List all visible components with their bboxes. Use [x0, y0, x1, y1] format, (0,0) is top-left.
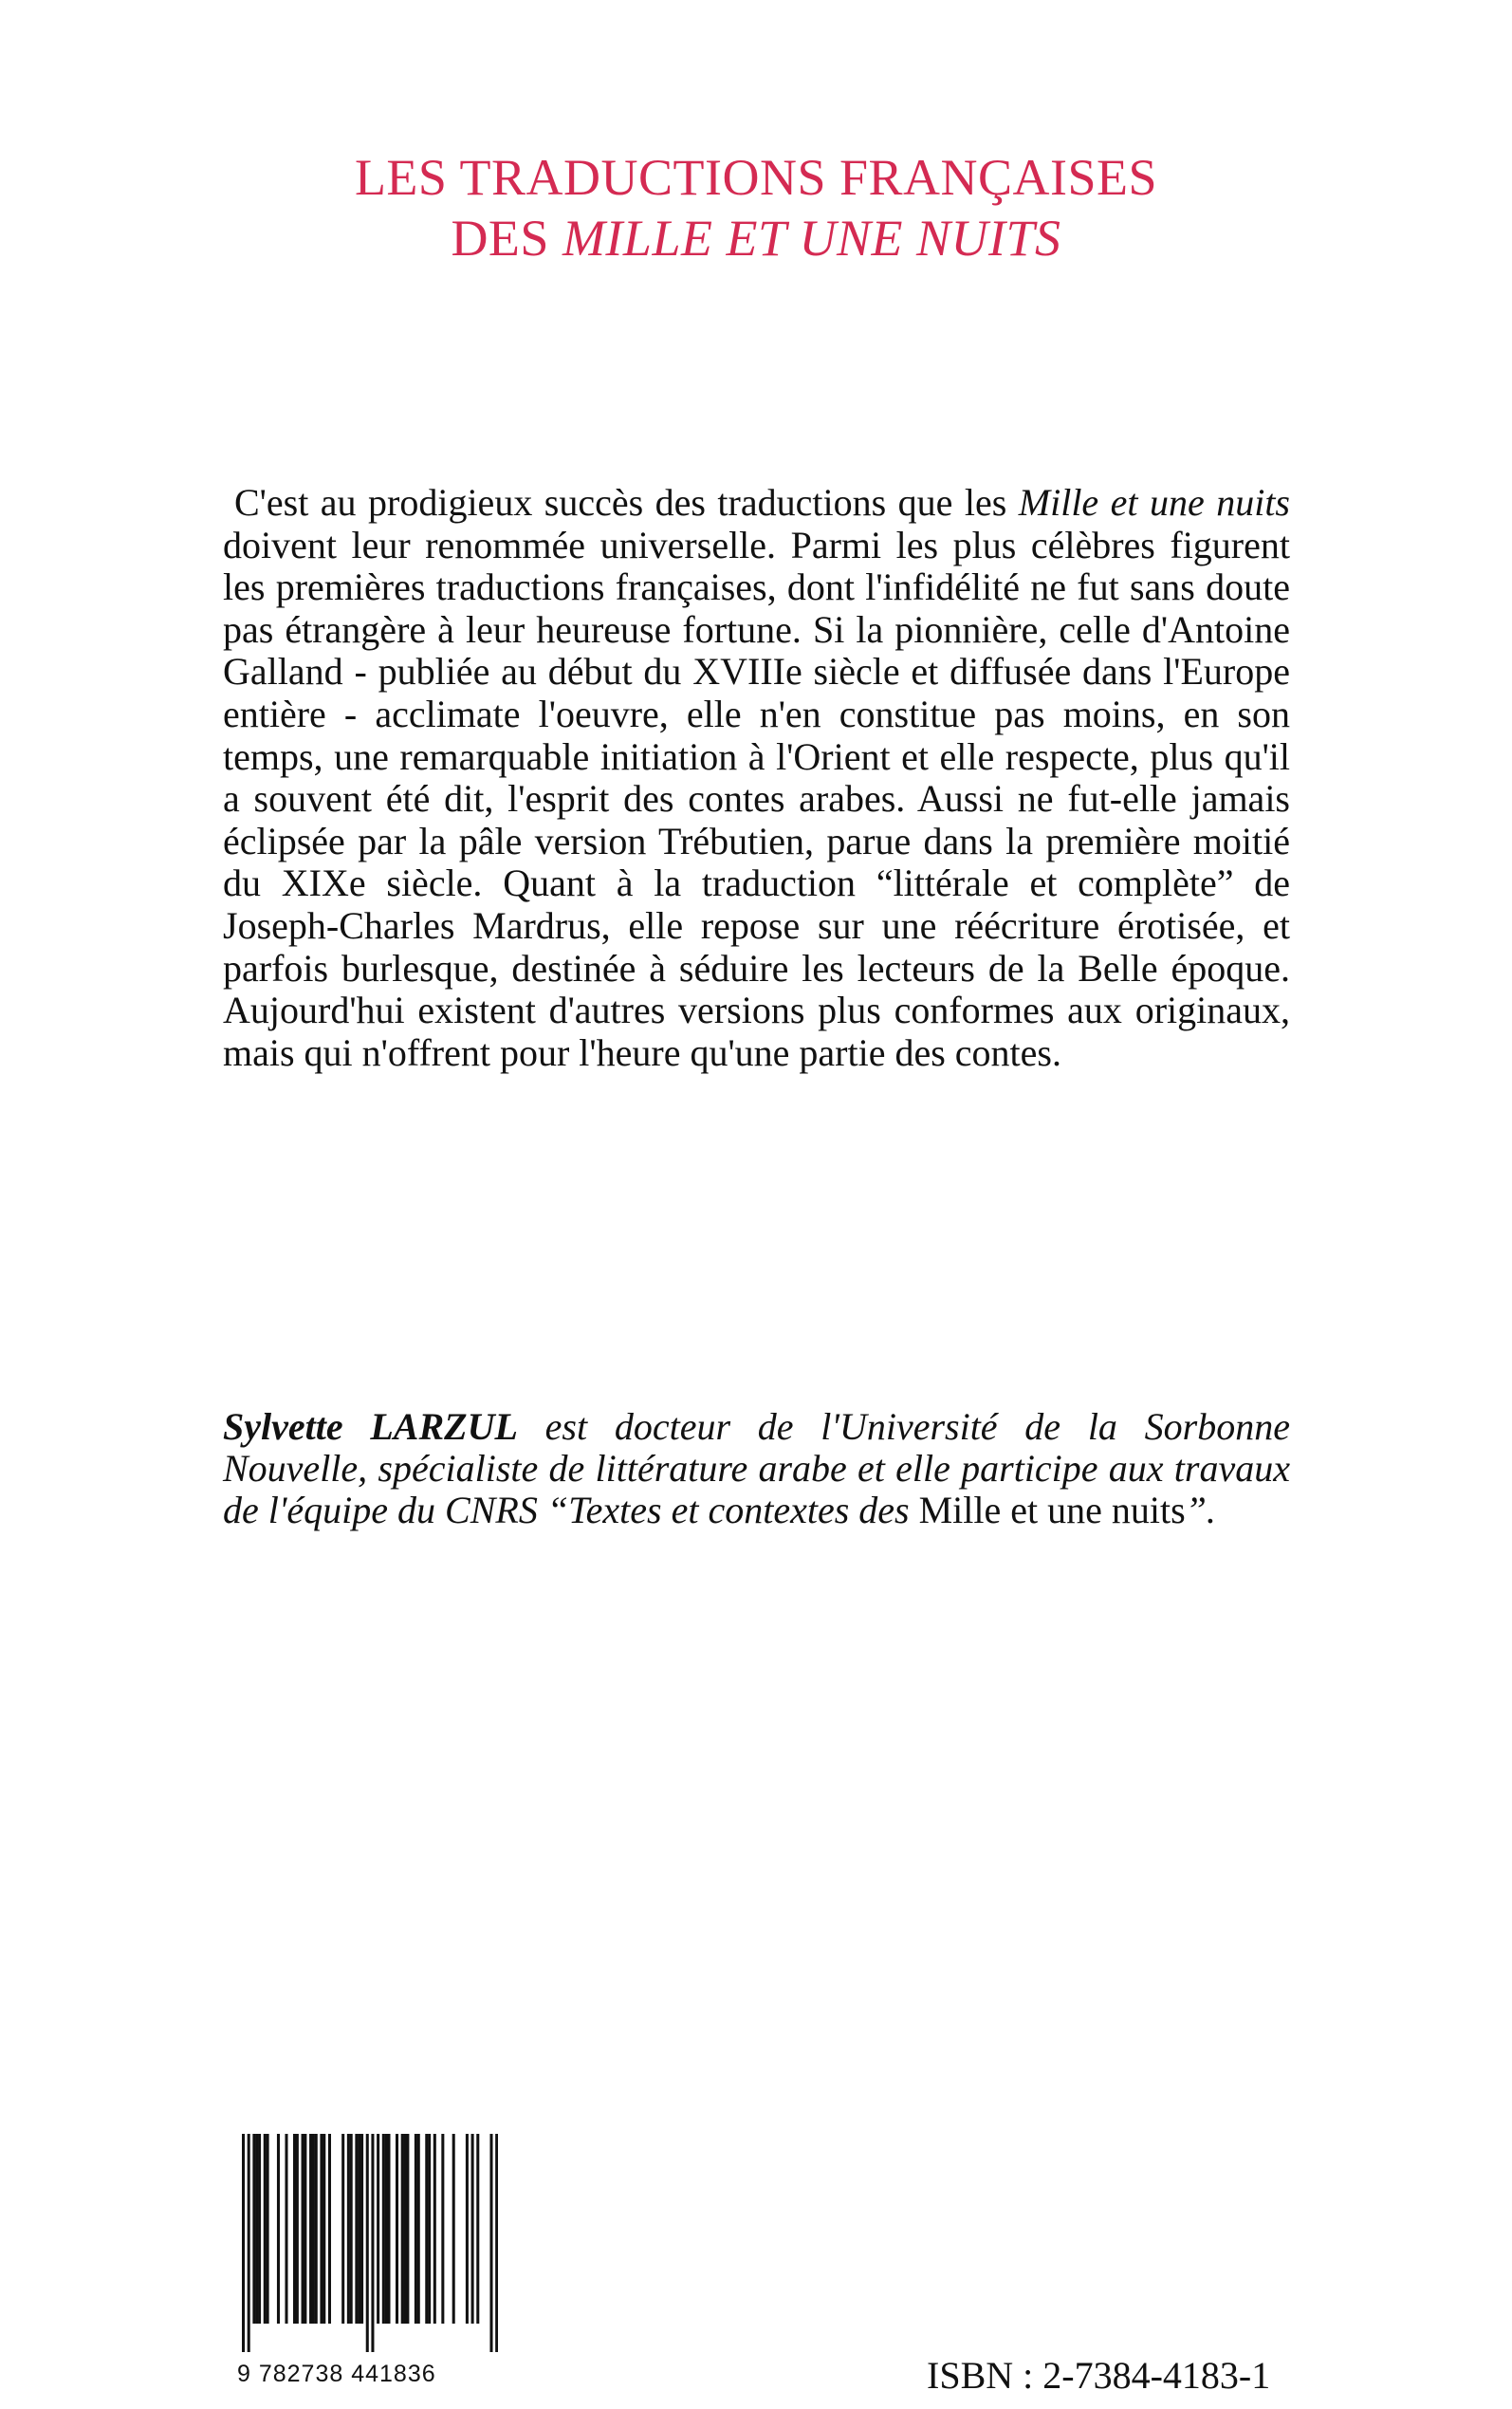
author-bio-roman: Mille et une nuits [918, 1489, 1186, 1531]
barcode-bars [242, 2134, 498, 2352]
barcode-bar [252, 2134, 255, 2324]
barcode-bar [341, 2134, 344, 2324]
barcode-bar [396, 2134, 398, 2324]
book-title [0, 147, 1512, 269]
barcode-bar [401, 2134, 404, 2324]
barcode-bar [433, 2134, 436, 2324]
barcode-bar [323, 2134, 325, 2324]
barcode-bar [267, 2134, 269, 2324]
barcode-bar [328, 2134, 331, 2324]
barcode-bar [371, 2134, 374, 2352]
barcode-bar [320, 2134, 323, 2324]
author-bio [223, 1406, 1290, 1531]
barcode-bar [293, 2134, 296, 2324]
barcode-bar [425, 2134, 428, 2324]
barcode-bar [264, 2134, 267, 2324]
author-bio-text: est docteur de l'Université de la Sorbonne Nouvelle, spécialiste de littérature arabe et elle participe aux travaux de l'équipe du CNRS “Textes et contextes des [223, 1405, 1290, 1531]
barcode-bar [302, 2134, 304, 2324]
barcode-bar [355, 2134, 358, 2324]
title-line-2 [0, 208, 1512, 269]
barcode-bar [312, 2134, 315, 2324]
barcode-bar [466, 2134, 469, 2324]
barcode-bar [360, 2134, 363, 2324]
blurb-rest: doivent leur renommée universelle. Parmi les plus célèbres figurent les premières traductions françaises, dont l'infidélité ne fut sans doute pas étrangère à leur heureuse fortune. Si la pionnière, celle d'Antoine Galland - publiée au début du XVIIIe siècle et diffusée dans l'Europe entière - acclimate l'oeuvre, elle n'en constitue pas moins, en son temps, une remarquable initiation à l'Orient et elle respecte, plus qu'il a souvent été dit, l'esprit des contes arabes. Aussi ne fut-elle jamais éclipsée par la pâle version Trébutien, parue dans la première moitié du XIXe siècle. Quant à la traduction “littérale et complète” de Joseph-Charles Mardrus, elle repose sur une réécriture érotisée, et parfois burlesque, destinée à séduire les lecteurs de la Belle époque. Aujourd'hui existent d'autres versions plus conformes aux originaux, mais qui n'offrent pour l'heure qu'une partie des contes. [223, 523, 1290, 1074]
barcode-bar [258, 2134, 261, 2324]
barcode-bar [366, 2134, 369, 2352]
blurb-paragraph [223, 482, 1290, 1074]
barcode-bar [309, 2134, 312, 2324]
title-line-2-prefix: DES [451, 210, 562, 267]
blurb-italic-title: Mille et une nuits [1018, 481, 1290, 524]
barcode-bar [248, 2134, 250, 2352]
barcode-bar [471, 2134, 474, 2324]
title-line-1: LES TRADUCTIONS FRANÇAISES [354, 149, 1158, 206]
barcode-bar [406, 2134, 409, 2324]
barcode-bar [277, 2134, 280, 2324]
barcode-bar [415, 2134, 417, 2324]
barcode-bar [315, 2134, 318, 2324]
blurb-start: C'est au prodigieux succès des traductions que les [234, 481, 1019, 524]
barcode-bar [296, 2134, 299, 2324]
barcode-bar [452, 2134, 455, 2324]
barcode-bar [285, 2134, 287, 2324]
barcode-bar [495, 2134, 498, 2352]
barcode-bar [404, 2134, 407, 2324]
barcode-bar [358, 2134, 360, 2324]
barcode-digits: 9 782738 441836 [237, 2361, 436, 2387]
barcode-bar [255, 2134, 258, 2324]
author-name: Sylvette LARZUL [223, 1405, 518, 1448]
blurb-text [223, 482, 1290, 1074]
barcode-bar [476, 2134, 479, 2324]
barcode-bar [377, 2134, 379, 2324]
barcode-bar [489, 2134, 492, 2352]
barcode-bar [304, 2134, 306, 2324]
barcode-bar [428, 2134, 431, 2324]
barcode-bar [417, 2134, 420, 2324]
barcode-bar [350, 2134, 353, 2324]
barcode-bar [385, 2134, 388, 2324]
isbn-label: ISBN : 2-7384-4183-1 [927, 2354, 1271, 2397]
barcode-bar [441, 2134, 444, 2324]
author-bio-end: ”. [1185, 1489, 1216, 1531]
barcode-bar [242, 2134, 245, 2352]
barcode [242, 2134, 498, 2291]
barcode-bar [347, 2134, 350, 2324]
barcode-bar [387, 2134, 390, 2324]
barcode-bar [382, 2134, 385, 2324]
title-line-2-italic: MILLE ET UNE NUITS [562, 210, 1061, 267]
